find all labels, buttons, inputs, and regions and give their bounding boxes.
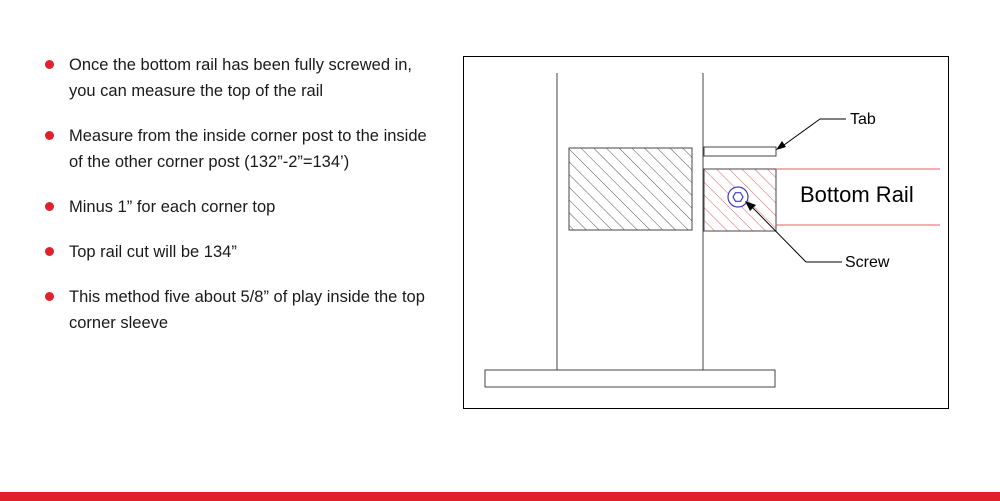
list-item [42,284,442,336]
bullet-text: This method five about 5/8” of play inside the top corner sleeve [69,288,425,332]
bullet-dot-icon [45,131,54,140]
bullet-dot-icon [45,60,54,69]
bullet-text: Once the bottom rail has been fully screwed in, you can measure the top of the rail [69,56,413,100]
screw-label: Screw [845,254,890,271]
bullet-text: Top rail cut will be 134” [69,243,237,261]
list-item [42,239,442,265]
list-item [42,123,442,175]
screw-leader-diagonal [753,208,806,262]
tab-arrowhead [776,141,786,150]
list-item [42,194,442,220]
bullet-text: Minus 1” for each corner top [69,198,276,216]
bullet-text: Measure from the inside corner post to the inside of the other corner post (132”-2”=134’) [69,127,427,171]
list-item [42,52,442,104]
footer-accent-bar [0,492,1000,501]
bottom-rail-label: Bottom Rail [800,182,914,207]
post-insert-block [569,148,692,230]
tab-label: Tab [850,111,876,128]
rail-diagram [463,56,949,409]
tab-shape [704,147,776,156]
bullet-dot-icon [45,202,54,211]
screw-icon [728,187,748,207]
tab-leader-diagonal [784,119,820,145]
instruction-list [42,52,442,355]
bullet-dot-icon [45,292,54,301]
bullet-dot-icon [45,247,54,256]
base-plate [485,370,775,387]
rail-diagram-svg [464,57,950,410]
